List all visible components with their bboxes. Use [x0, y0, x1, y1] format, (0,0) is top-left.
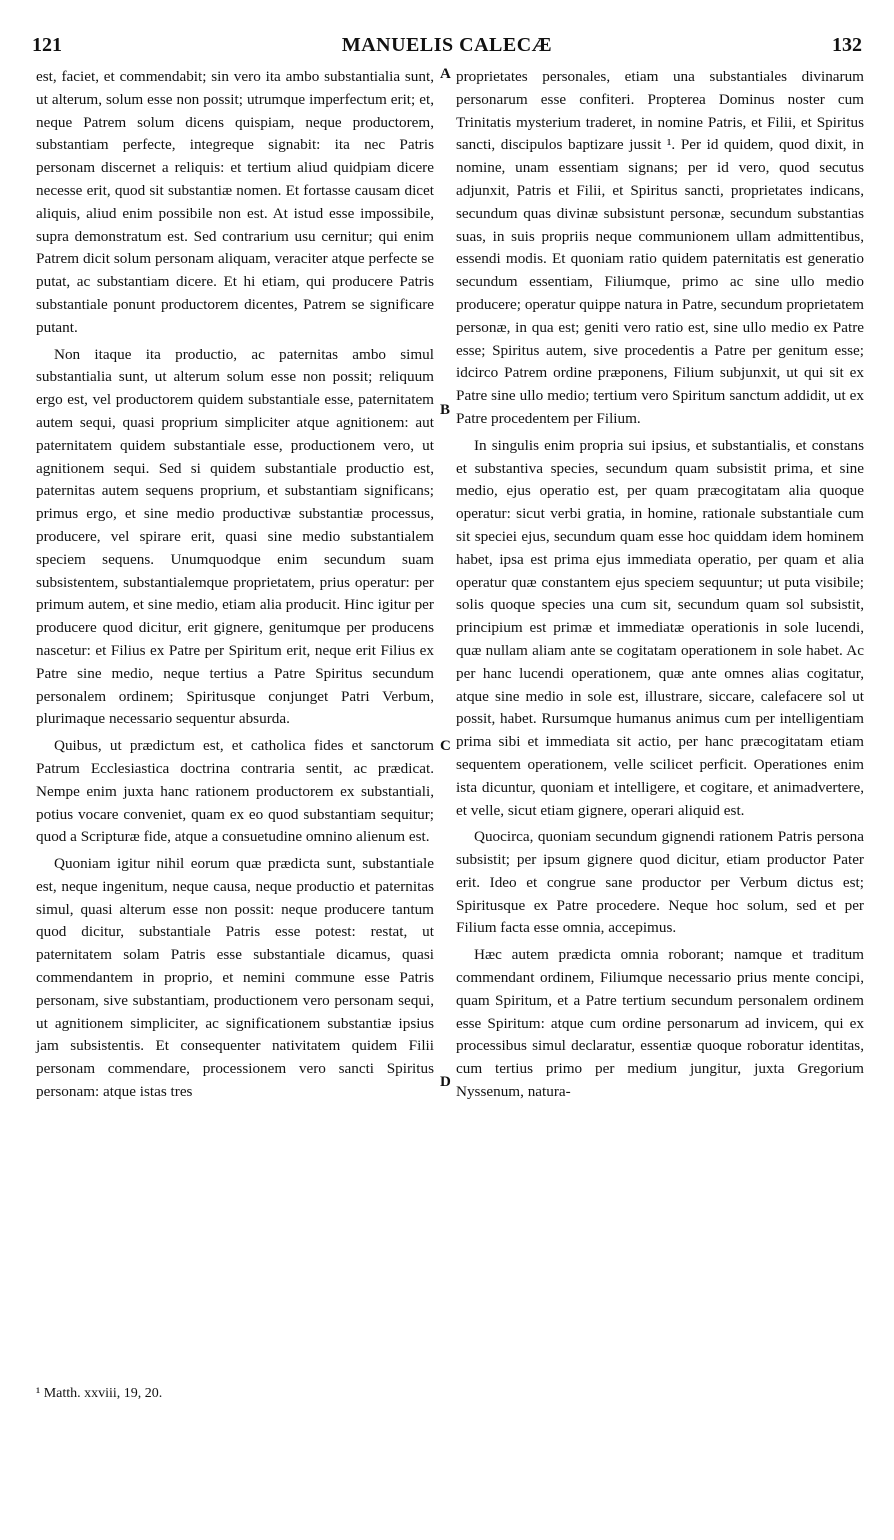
running-title: MANUELIS CALECÆ — [341, 34, 553, 56]
right-paragraph-2: In singulis enim propria sui ipsius, et substantialis, et constans et substantiva species, secundum quam subsistit prima, et sine medio, ejus operatio est, per quam præcogitatam alia quoque operatur: sicut verbi gratia, in homine, rationale substantiale cum sit speciei ejus, secundum quam esse hoc quiddam idem hominem habet, ipsa est prima ejus immediata operatio, per quam et alia operatur quæ constantem ejus speciem sequuntur; ut puta visibile; solis quoque species una cum sit, secundum quam sol subsistit, principium est primæ et immediatæ operationis in sole lucendi, quæ nullam aliam ante se cogitatam operationem in sole habet. Ac per hanc lucendi operationem, quæ ante omnes alias cogitatur, atque sine medio in sole est, illustrare, siccare, calefacere sol ut possit, habet. Rursumque humanus animus cum per intelligentiam prima sibi et immediata sit actio, per hanc præcogitatam etiam sequentem operationem, velle scilicet perficit. Operationes enim ista dicuntur, quoniam et intelligere, et cogitare, et animadvertere, et velle, sicut etiam gignere, operari aliquid est. — [456, 436, 864, 819]
footnote: ¹ Matth. xxviii, 19, 20. — [36, 1386, 163, 1401]
left-column — [36, 66, 434, 1108]
margin-letter-d: D — [440, 1074, 451, 1090]
margin-letter-b: B — [440, 402, 451, 418]
left-paragraph-1: est, faciet, et commendabit; sin vero ita ambo substantialia sunt, ut alterum, solum esse non possit; utrumque imperfectum erit; et, neque Patrem solum dicens quispiam, neque productorem, substantiam perfecte, integreque signabit: ita nec Patris personam discernet a reliquis: et tertium aliud quidpiam dicere necesse erit, quod sit substantiæ nomen. Et fortasse causam dicet aliquis, aliud enim possibile non est. At istud esse impossibile, supra demonstratum est. Sed contrarium usu cernitur; qui enim Patrem dicit solum personam aliquam, veraciter atque perfecte se putat, ac substantiam dicere. Et hi etiam, qui producere Patris substantiale ponunt productorem dicentes, Patrem se significare putant. — [36, 68, 434, 336]
page-number-left: 121 — [32, 34, 62, 56]
right-paragraph-4: Hæc autem prædicta omnia roborant; namque et traditum commendant ordinem, Filiumque necessario prius mente concipi, quam Spiritum, et a Patre tertium secundum personalem ordinem esse Spiritum: atque cum ordine personarum ad invicem, qui ex processibus simul declaratur, essentiæ quoque roboratur identitas, cum tertius primo per medium jungitur, juxta Gregorium Nyssenum, natura- — [456, 946, 864, 1101]
margin-letter-a: A — [440, 66, 451, 82]
right-paragraph-1: proprietates personales, etiam una substantiales divinarum personarum esse confiteri. Propterea Dominus noster cum Trinitatis mysterium traderet, in nomine Patris, et Filii, et Spiritus sancti, discipulos baptizare jussit ¹. Per id quidem, quod dixit, in nomine, unam essentiam signans; per id vero, quod secutus adjunxit, Patris et Filii, et Spiritus sancti, proprietates indicans, secundum quas divinæ subsistunt personæ, secundum substantias suas, in suis propriis neque communionem ullam admittentibus, essendi modis. Et quoniam ratio quidem paternitatis est generatio secundum essentiam, Filiumque, primo ac sine ullo medio producere; operatur quippe natura in Patre, secundum proprietatem personæ, in qua est; geniti vero ratio est, sine ullo medio ex Patre esse; Spiritus autem, sive procedentis a Patre per genitum esse; idcirco Patrem ordine præponens, Filium subjunxit, ut qui sit ex Patre sine ullo medio; tertium vero Spiritum sanctum addidit, ut ex Patre procedentem per Filium. — [456, 68, 864, 427]
left-paragraph-4: Quoniam igitur nihil eorum quæ prædicta sunt, substantiale est, neque ingenitum, neque causa, neque productio et paternitas simul, quasi alterum esse non possit: neque producere tantum quod dicitur, substantiale Patris esse potest: restat, ut paternitatem solam Patris esse substantiale dicamus, quasi commendantem in proprio, et nemini commune esse Patris personam, sive substantiam, productionem vero personam sequi, ut agnitionem simpliciter, ac significationem substantiæ ipsius jam subsistentis. Et consequenter nativitatem quidem Filii personam commendare, processionem vero sancti Spiritus personam: atque istas tres — [36, 855, 434, 1101]
right-paragraph-3: Quocirca, quoniam secundum gignendi rationem Patris persona subsistit; per ipsum gignere quod dicitur, etiam productor Pater erit. Ideo et congrue sane productor per Verbum dictus est; Spiritusque ex Patre procedere. Neque hoc solum, sed et per Filium facta esse omnia, accepimus. — [456, 828, 864, 937]
margin-letter-c: C — [440, 738, 451, 754]
page-number-right: 132 — [832, 34, 862, 56]
running-header — [32, 34, 862, 62]
left-paragraph-2: Non itaque ita productio, ac paternitas ambo simul substantialia sunt, ut alterum solum esse non possit; reliquum ergo est, vel productorem quidem substantiale esse, paternitatem autem sequi, quasi proprium simpliciter atque agnitionem: aut paternitatem quidem substantiale esse, productionem vero, ut agnitionem sequi. Sed si quidem substantiale productio est, paternitas autem sequens proprium, et substantiam significans; primus ergo, et sine medio productivæ substantiæ processus, producere, vel spirare erit, quasi sine medio substantialem speciem sequens. Unumquodque enim secundum suam subsistentem, substantialemque proprietatem, prius operatur: per primum autem, et sine medio, etiam alia producit. Hinc igitur per producere quod dicitur, erit gignere, genitumque per producens nascetur: et Filius ex Patre per Spiritum erit, neque erit Filius ex Patre sine medio, neque tertius a Patre Spiritus secundum personalem ordinem; Spiritusque conjunget Patri Verbum, plurimaque necessario sequentur absurda. — [36, 345, 434, 728]
right-column — [456, 66, 864, 1108]
left-paragraph-3: Quibus, ut prædictum est, et catholica fides et sanctorum Patrum Ecclesiastica doctrina contraria sentit, ac prædicat. Nempe enim juxta hanc rationem productorem ex substantiali, potius vocare conveniet, quam ex eo quod substantiam sequitur; quod a Scripturæ fide, atque a consuetudine omnino alienum est. — [36, 737, 434, 846]
